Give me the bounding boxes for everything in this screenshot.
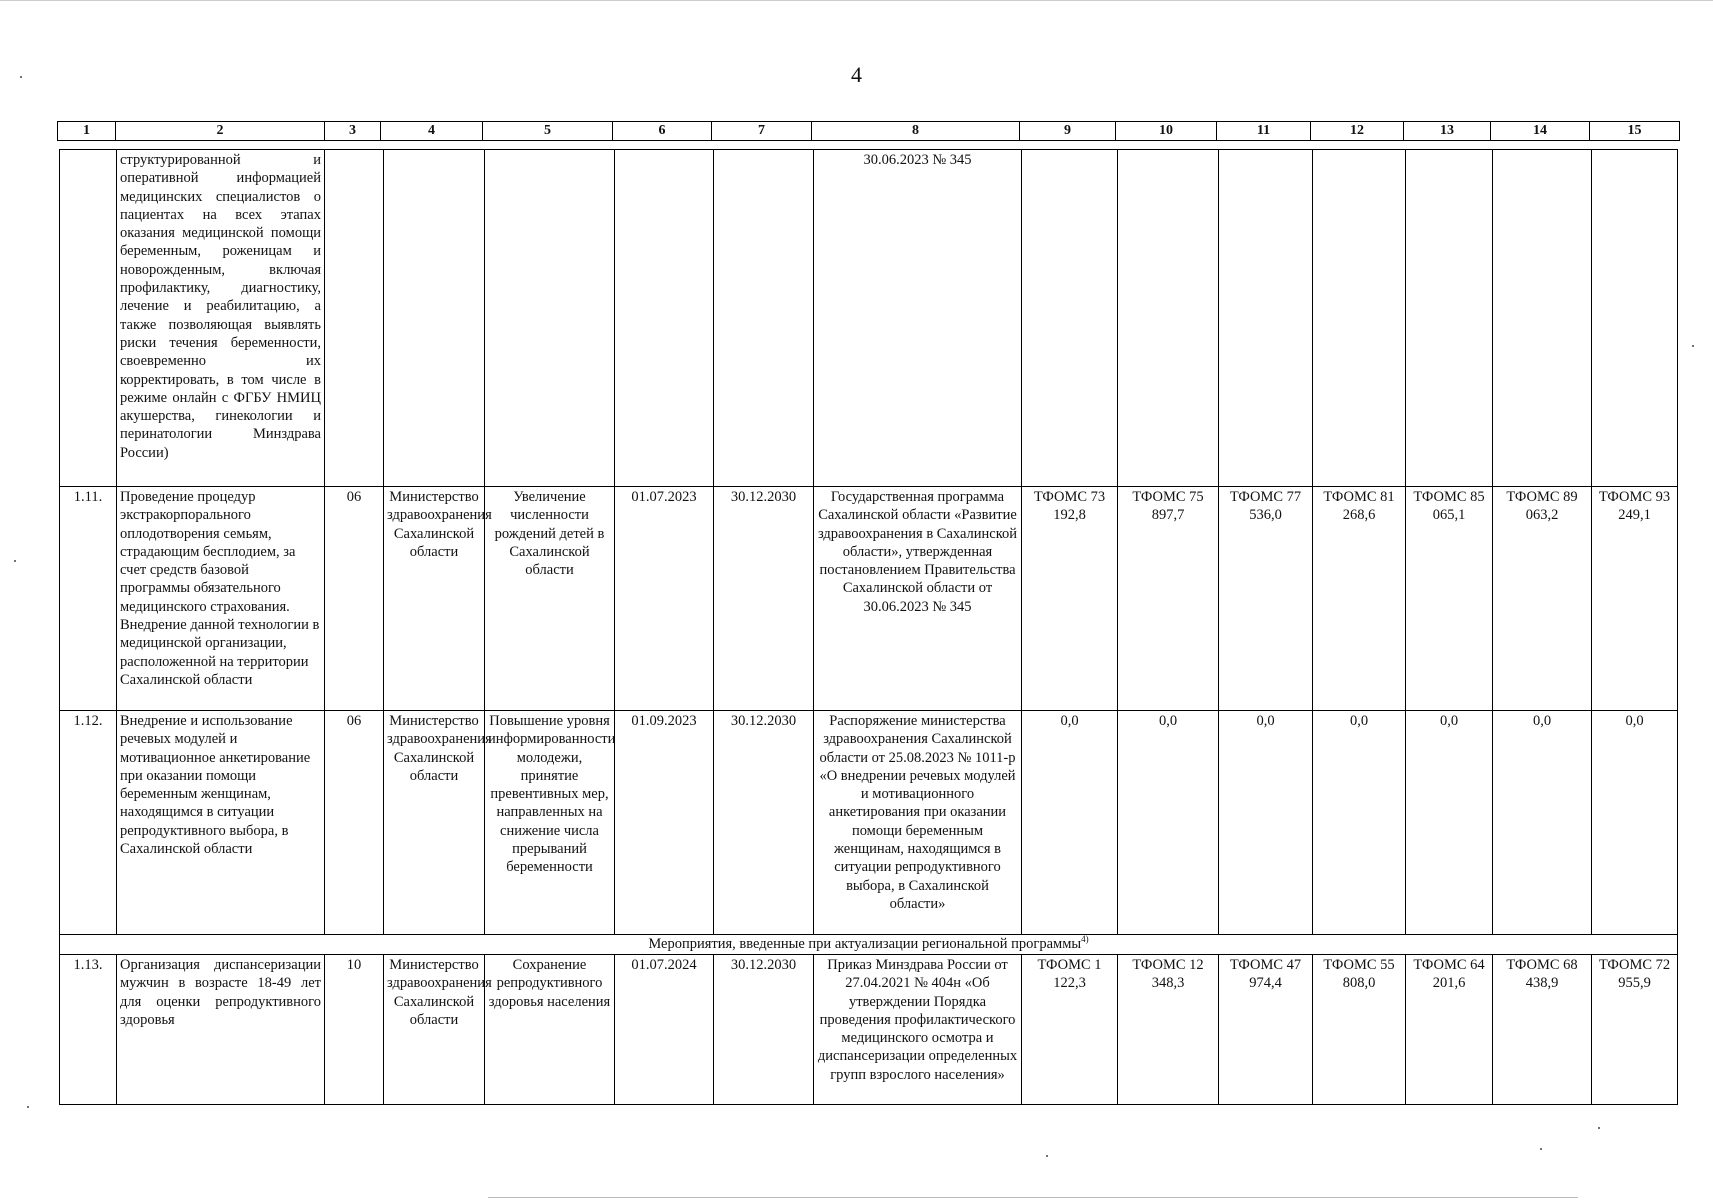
cell-num: 1.12. <box>60 711 117 935</box>
cell-executor: Министерство здравоохранения Сахалинской области <box>384 711 485 935</box>
column-header: 9 <box>1020 122 1116 141</box>
cell-executor: Министерство здравоохранения Сахалинской области <box>384 487 485 711</box>
table-row <box>60 487 1678 711</box>
cell-funding <box>1118 150 1219 487</box>
column-header: 4 <box>381 122 483 141</box>
cell-funding: ТФОМС 81 268,6 <box>1313 487 1406 711</box>
column-header: 2 <box>116 122 325 141</box>
cell-funding: ТФОМС 77 536,0 <box>1219 487 1313 711</box>
cell-result: Повышение уровня информированности молодежи, принятие превентивных мер, направленных на снижение числа прерываний беременности <box>485 711 615 935</box>
cell-executor: Министерство здравоохранения Сахалинской области <box>384 955 485 1105</box>
cell-funding: ТФОМС 1 122,3 <box>1022 955 1118 1105</box>
section-separator-row <box>60 935 1678 955</box>
scan-speck <box>14 560 16 562</box>
scan-speck <box>20 76 22 78</box>
column-header: 7 <box>712 122 812 141</box>
scan-edge <box>0 0 1713 1</box>
cell-funding: ТФОМС 64 201,6 <box>1406 955 1493 1105</box>
cell-funding: ТФОМС 73 192,8 <box>1022 487 1118 711</box>
cell-funding: ТФОМС 68 438,9 <box>1493 955 1592 1105</box>
cell-funding: 0,0 <box>1493 711 1592 935</box>
scan-speck <box>1692 345 1694 347</box>
column-header: 8 <box>812 122 1020 141</box>
column-header-row <box>58 122 1680 141</box>
cell-end: 30.12.2030 <box>714 955 814 1105</box>
cell-start: 01.09.2023 <box>615 711 714 935</box>
cell-result: Увеличение численности рождений детей в Сахалинской области <box>485 487 615 711</box>
cell-funding <box>1406 150 1493 487</box>
cell-funding: 0,0 <box>1406 711 1493 935</box>
cell-end <box>714 150 814 487</box>
column-header-table <box>57 121 1680 141</box>
cell-basis: Распоряжение министерства здравоохранения Сахалинской области от 25.08.2023 № 1011-р «О внедрении речевых модулей и мотивационного анкетирования при оказании помощи беременным женщинам, находящимся в ситуации репродуктивного выбора, в Сахалинской области» <box>814 711 1022 935</box>
cell-funding: 0,0 <box>1592 711 1678 935</box>
cell-funding: ТФОМС 93 249,1 <box>1592 487 1678 711</box>
cell-code <box>325 150 384 487</box>
column-header: 12 <box>1311 122 1404 141</box>
cell-description: Организация диспансеризации мужчин в возрасте 18-49 лет для оценки репродуктивного здоровья <box>117 955 325 1105</box>
cell-executor <box>384 150 485 487</box>
column-header: 10 <box>1116 122 1217 141</box>
footnote-marker: 4) <box>1081 934 1089 945</box>
cell-code: 10 <box>325 955 384 1105</box>
table-row <box>60 711 1678 935</box>
cell-code: 06 <box>325 487 384 711</box>
cell-funding: 0,0 <box>1219 711 1313 935</box>
section-separator <box>60 935 1678 955</box>
cell-funding: ТФОМС 55 808,0 <box>1313 955 1406 1105</box>
scan-speck <box>1598 1127 1600 1129</box>
cell-funding: 0,0 <box>1022 711 1118 935</box>
column-header: 14 <box>1491 122 1590 141</box>
cell-funding: ТФОМС 85 065,1 <box>1406 487 1493 711</box>
column-header: 13 <box>1404 122 1491 141</box>
cell-start: 01.07.2024 <box>615 955 714 1105</box>
cell-code: 06 <box>325 711 384 935</box>
cell-funding: ТФОМС 89 063,2 <box>1493 487 1592 711</box>
cell-funding: 0,0 <box>1313 711 1406 935</box>
cell-funding <box>1313 150 1406 487</box>
table-row <box>60 955 1678 1105</box>
column-header: 1 <box>58 122 116 141</box>
cell-start <box>615 150 714 487</box>
cell-num: 1.11. <box>60 487 117 711</box>
cell-funding: ТФОМС 47 974,4 <box>1219 955 1313 1105</box>
cell-num: 1.13. <box>60 955 117 1105</box>
cell-funding <box>1219 150 1313 487</box>
cell-description: структурированной и оперативной информацией медицинских специалистов о пациентах на всех этапах оказания медицинской помощи беременным, роженицам и новорожденным, включая профилактику, диагностику, лечение и реабилитацию, а также позволяющая выявлять риски течения беременности, своевременно их корректировать, в том числе в режиме онлайн с ФГБУ НМИЦ акушерства, гинекологии и перинатологии Минздрава России) <box>117 150 325 487</box>
scan-speck <box>1046 1155 1048 1157</box>
cell-funding: 0,0 <box>1118 711 1219 935</box>
scan-speck <box>27 1106 29 1108</box>
cell-funding: ТФОМС 12 348,3 <box>1118 955 1219 1105</box>
cell-funding: ТФОМС 72 955,9 <box>1592 955 1678 1105</box>
scan-edge <box>488 1197 1578 1198</box>
cell-description: Внедрение и использование речевых модулей и мотивационное анкетирование при оказании помощи беременным женщинам, находящимся в ситуации репродуктивного выбора, в Сахалинской области <box>117 711 325 935</box>
page-number: 4 <box>851 62 862 87</box>
measures-table <box>59 149 1678 1105</box>
column-header: 15 <box>1590 122 1680 141</box>
table-row-continuation <box>60 150 1678 487</box>
section-separator-text: Мероприятия, введенные при актуализации региональной программы <box>648 936 1082 952</box>
cell-funding <box>1022 150 1118 487</box>
column-header: 5 <box>483 122 613 141</box>
cell-funding <box>1493 150 1592 487</box>
cell-start: 01.07.2023 <box>615 487 714 711</box>
cell-basis: Приказ Минздрава России от 27.04.2021 № 404н «Об утверждении Порядка проведения профилактического медицинского осмотра и диспансеризации определенных групп взрослого населения» <box>814 955 1022 1105</box>
cell-end: 30.12.2030 <box>714 487 814 711</box>
column-header: 3 <box>325 122 381 141</box>
cell-num <box>60 150 117 487</box>
column-header: 11 <box>1217 122 1311 141</box>
cell-result: Сохранение репродуктивного здоровья населения <box>485 955 615 1105</box>
cell-basis: Государственная программа Сахалинской области «Развитие здравоохранения в Сахалинской области», утвержденная постановлением Правительства Сахалинской области от 30.06.2023 № 345 <box>814 487 1022 711</box>
cell-funding <box>1592 150 1678 487</box>
cell-result <box>485 150 615 487</box>
column-header: 6 <box>613 122 712 141</box>
cell-basis: 30.06.2023 № 345 <box>814 150 1022 487</box>
cell-end: 30.12.2030 <box>714 711 814 935</box>
cell-funding: ТФОМС 75 897,7 <box>1118 487 1219 711</box>
cell-description: Проведение процедур экстракорпорального оплодотворения семьям, страдающим бесплодием, за счет средств базовой программы обязательного медицинского страхования. Внедрение данной технологии в медицинской организации, расположенной на территории Сахалинской области <box>117 487 325 711</box>
scan-speck <box>1540 1148 1542 1150</box>
